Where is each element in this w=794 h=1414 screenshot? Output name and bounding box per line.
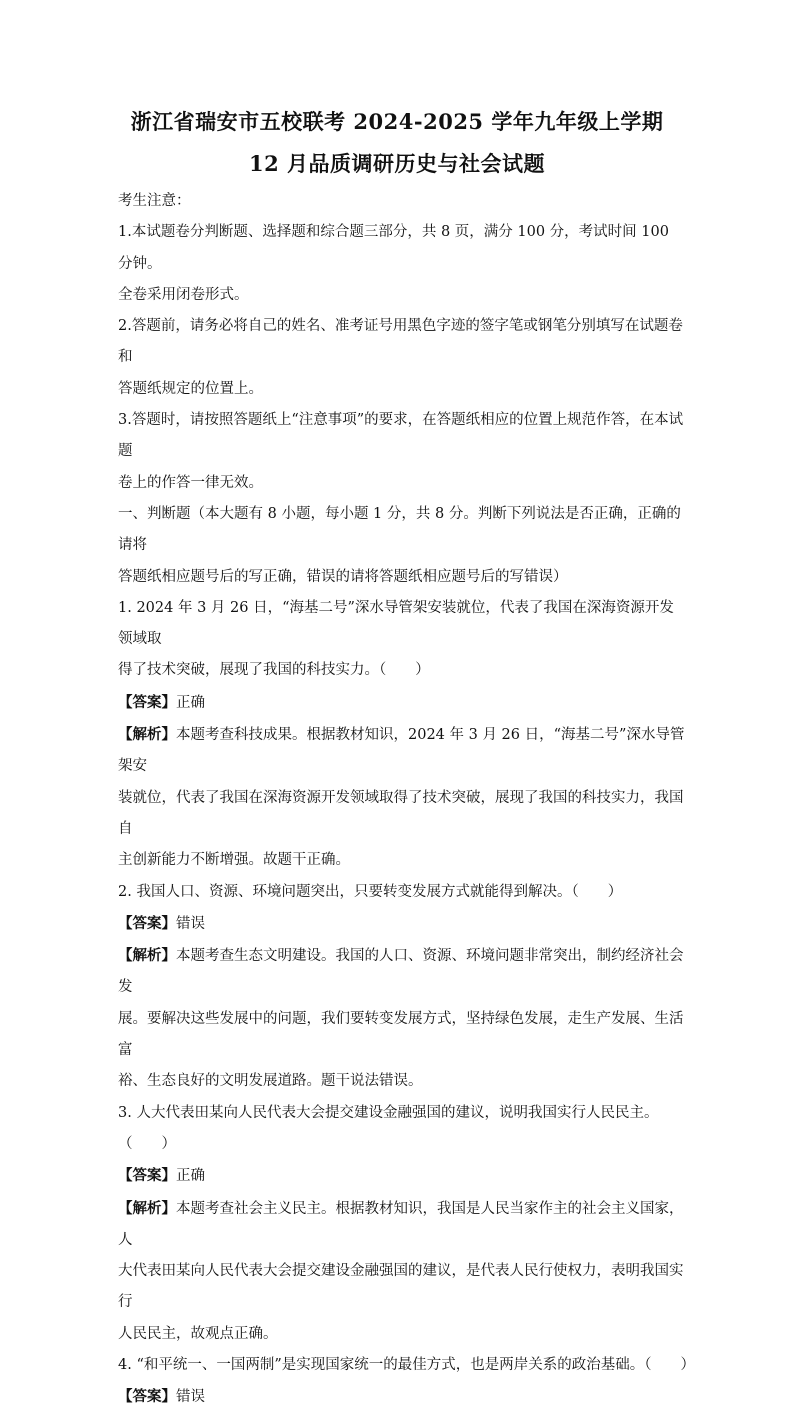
text-line: 1. 2024 年 3 月 26 日，“海基二号”深水导管架安装就位，代表了我国在深海资源开发领域取 bbox=[118, 599, 674, 648]
answer-label: 【答案】 bbox=[118, 1167, 176, 1185]
answer-line bbox=[118, 1160, 688, 1192]
answer-text: 正确 bbox=[176, 1168, 205, 1185]
text-line: 2. 我国人口、资源、环境问题突出，只要转变发展方式就能得到解决。（ ） bbox=[118, 883, 623, 900]
answer-label: 【答案】 bbox=[118, 914, 176, 932]
document-title-line-1: 浙江省瑞安市五校联考 2024-2025 学年九年级上学期 bbox=[130, 109, 664, 134]
answer-label: 【答案】 bbox=[118, 1388, 176, 1406]
answer-line bbox=[118, 908, 688, 940]
text-line: 主创新能力不断增强。故题干正确。 bbox=[118, 852, 350, 869]
text-line: 答题纸规定的位置上。 bbox=[118, 380, 263, 397]
text-line: 裕、生态良好的文明发展道路。题干说法错误。 bbox=[118, 1073, 423, 1090]
text-line: 展。要解决这些发展中的问题，我们要转变发展方式，坚持绿色发展，走生产发展、生活富 bbox=[118, 1010, 684, 1059]
text-line: 大代表田某向人民代表大会提交建设金融强国的建议，是代表人民行使权力，表明我国实行 bbox=[118, 1263, 684, 1311]
text-line: 2.答题前，请务必将自己的姓名、准考证号用黑色字迹的签字笔或钢笔分别填写在试题卷和 bbox=[118, 318, 683, 366]
answer-text: 错误 bbox=[176, 915, 205, 932]
text-line: 4. “和平统一、一国两制”是实现国家统一的最佳方式，也是两岸关系的政治基础。（ ） bbox=[118, 1356, 696, 1373]
answer-line bbox=[118, 1193, 688, 1257]
answer-line bbox=[118, 940, 688, 1004]
text-line: 考生注意： bbox=[118, 193, 191, 209]
text-line: 一、判断题（本大题有 8 小题，每小题 1 分，共 8 分。判断下列说法是否正确，正确的请将 bbox=[118, 505, 681, 554]
text-line: 装就位，代表了我国在深海资源开发领域取得了技术突破，展现了我国的科技实力，我国自 bbox=[118, 789, 684, 837]
answer-text: 正确 bbox=[176, 694, 205, 711]
answer-line bbox=[118, 719, 688, 783]
answer-line bbox=[118, 687, 688, 719]
document-title-line-2: 12 月品质调研历史与社会试题 bbox=[248, 151, 546, 176]
answer-line bbox=[118, 1381, 688, 1413]
document-body bbox=[118, 186, 696, 1414]
answer-text: 错误 bbox=[176, 1389, 205, 1406]
text-line: 卷上的作答一律无效。 bbox=[118, 474, 263, 491]
answer-label: 【解析】 bbox=[118, 947, 176, 965]
answer-text: 本题考查社会主义民主。根据教材知识，我国是人民当家作主的社会主义国家，人 bbox=[118, 1200, 684, 1248]
answer-label: 【解析】 bbox=[118, 1199, 176, 1217]
text-line: 3.答题时，请按照答题纸上“注意事项”的要求，在答题纸相应的位置上规范作答，在本试题 bbox=[118, 412, 684, 460]
text-line: 全卷采用闭卷形式。 bbox=[118, 286, 249, 303]
answer-text: 本题考查科技成果。根据教材知识，2024 年 3 月 26 日，“海基二号”深水导管架安 bbox=[118, 727, 685, 775]
answer-label: 【解析】 bbox=[118, 726, 176, 744]
answer-text: 本题考查生态文明建设。我国的人口、资源、环境问题非常突出，制约经济社会发 bbox=[118, 948, 684, 996]
text-line: 人民民主，故观点正确。 bbox=[118, 1325, 278, 1342]
text-line: 3. 人大代表田某向人民代表大会提交建设金融强国的建议，说明我国实行人民民主。（ ） bbox=[118, 1104, 659, 1152]
answer-label: 【答案】 bbox=[118, 693, 176, 711]
text-line: 1.本试题卷分判断题、选择题和综合题三部分，共 8 页，满分 100 分，考试时间 100 分钟。 bbox=[118, 224, 669, 272]
text-line: 得了技术突破，展现了我国的科技实力。（ ） bbox=[118, 662, 430, 679]
text-line: 答题纸相应题号后的写正确，错误的请将答题纸相应题号后的写错误） bbox=[118, 568, 568, 585]
